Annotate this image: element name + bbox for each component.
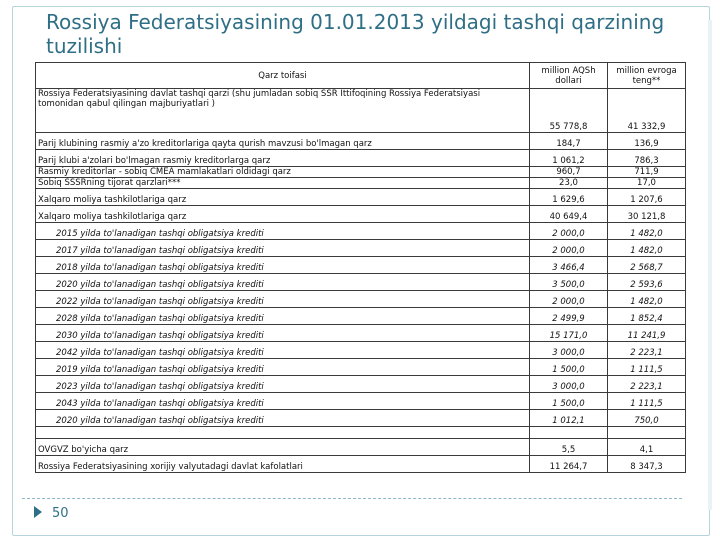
row-eur-value: 1 111,5: [608, 359, 686, 376]
table-row: [36, 308, 686, 325]
row-eur-value: 30 121,8: [608, 206, 686, 223]
table-row: [36, 439, 686, 456]
table-row: [36, 342, 686, 359]
row-usd-value: 2 000,0: [530, 291, 608, 308]
table-row: [36, 89, 686, 133]
row-usd-value: 2 000,0: [530, 223, 608, 240]
table-row: [36, 257, 686, 274]
row-label: Parij klubining rasmiy a'zo kreditorlariga qayta qurish mavzusi bo'lmagan qarz: [36, 133, 530, 150]
row-usd-value: 3 000,0: [530, 342, 608, 359]
debt-table: [35, 62, 686, 473]
table-row: [36, 150, 686, 167]
row-eur-value: 4,1: [608, 439, 686, 456]
row-label: [36, 427, 530, 439]
table-row: [36, 393, 686, 410]
table-row: [36, 223, 686, 240]
row-eur-value: 711,9: [608, 167, 686, 178]
row-label: 2019 yilda to'lanadigan tashqi obligatsiya krediti: [36, 359, 530, 376]
row-label: 2043 yilda to'lanadigan tashqi obligatsiya krediti: [36, 393, 530, 410]
row-eur-value: 8 347,3: [608, 456, 686, 473]
row-eur-value: 2 223,1: [608, 376, 686, 393]
row-usd-value: 1 629,6: [530, 189, 608, 206]
table-row: [36, 133, 686, 150]
table-row: [36, 274, 686, 291]
row-eur-value: 17,0: [608, 178, 686, 189]
row-label: Parij klubi a'zolari bo'lmagan rasmiy kreditorlarga qarz: [36, 150, 530, 167]
row-usd-value: 40 649,4: [530, 206, 608, 223]
header-usd: million AQSh dollari: [530, 63, 608, 89]
table-body: [36, 89, 686, 473]
table-row: [36, 359, 686, 376]
row-label: Xalqaro moliya tashkilotlariga qarz: [36, 189, 530, 206]
row-label: Rossiya Federatsiyasining davlat tashqi qarzi (shu jumladan sobiq SSR Ittifoqining Rossiya Federatsiyasi tomonidan qabul qilingan majburiyatlari ): [36, 89, 530, 133]
row-usd-value: 3 000,0: [530, 376, 608, 393]
row-eur-value: 786,3: [608, 150, 686, 167]
row-eur-value: 1 852,4: [608, 308, 686, 325]
table-row: [36, 167, 686, 178]
row-eur-value: 1 482,0: [608, 223, 686, 240]
table-row: [36, 427, 686, 439]
slide-title: Rossiya Federatsiyasining 01.01.2013 yildagi tashqi qarzining tuzilishi: [46, 10, 665, 58]
row-usd-value: [530, 427, 608, 439]
page-number-text: 50: [52, 506, 69, 521]
row-label: 2028 yilda to'lanadigan tashqi obligatsiya krediti: [36, 308, 530, 325]
table-row: [36, 410, 686, 427]
row-label: 2042 yilda to'lanadigan tashqi obligatsiya krediti: [36, 342, 530, 359]
row-usd-value: 1 500,0: [530, 393, 608, 410]
row-usd-value: 5,5: [530, 439, 608, 456]
side-accent: [708, 20, 712, 510]
row-usd-value: 2 499,9: [530, 308, 608, 325]
row-usd-value: 3 500,0: [530, 274, 608, 291]
row-eur-value: 11 241,9: [608, 325, 686, 342]
table-row: [36, 189, 686, 206]
row-eur-value: 2 568,7: [608, 257, 686, 274]
row-usd-value: 2 000,0: [530, 240, 608, 257]
row-eur-value: 1 482,0: [608, 291, 686, 308]
page-number: [34, 506, 69, 521]
header-category: Qarz toifasi: [36, 63, 530, 89]
row-label: Xalqaro moliya tashkilotlariga qarz: [36, 206, 530, 223]
footer-divider: [22, 498, 682, 499]
row-label: OVGVZ bo'yicha qarz: [36, 439, 530, 456]
row-usd-value: 15 171,0: [530, 325, 608, 342]
table-row: [36, 178, 686, 189]
row-usd-value: 184,7: [530, 133, 608, 150]
row-label: 2015 yilda to'lanadigan tashqi obligatsiya krediti: [36, 223, 530, 240]
row-usd-value: 960,7: [530, 167, 608, 178]
row-label: Rasmiy kreditorlar - sobiq CMEA mamlakatlari oldidagi qarz: [36, 167, 530, 178]
row-eur-value: [608, 427, 686, 439]
row-eur-value: 2 223,1: [608, 342, 686, 359]
row-label: 2020 yilda to'lanadigan tashqi obligatsiya krediti: [36, 274, 530, 291]
table-row: [36, 456, 686, 473]
row-eur-value: 750,0: [608, 410, 686, 427]
row-usd-value: 1 061,2: [530, 150, 608, 167]
row-eur-value: 41 332,9: [608, 89, 686, 133]
row-label: Sobiq SSSRning tijorat qarzlari***: [36, 178, 530, 189]
play-arrow-icon: [34, 506, 42, 518]
header-eur: million evroga teng**: [608, 63, 686, 89]
table-row: [36, 325, 686, 342]
row-label: 2017 yilda to'lanadigan tashqi obligatsiya krediti: [36, 240, 530, 257]
row-eur-value: 2 593,6: [608, 274, 686, 291]
row-usd-value: 11 264,7: [530, 456, 608, 473]
row-usd-value: 1 500,0: [530, 359, 608, 376]
row-usd-value: 55 778,8: [530, 89, 608, 133]
table-row: [36, 240, 686, 257]
row-eur-value: 136,9: [608, 133, 686, 150]
row-label: 2030 yilda to'lanadigan tashqi obligatsiya krediti: [36, 325, 530, 342]
row-label: 2020 yilda to'lanadigan tashqi obligatsiya krediti: [36, 410, 530, 427]
row-label: 2022 yilda to'lanadigan tashqi obligatsiya krediti: [36, 291, 530, 308]
row-label: 2023 yilda to'lanadigan tashqi obligatsiya krediti: [36, 376, 530, 393]
row-usd-value: 1 012,1: [530, 410, 608, 427]
row-eur-value: 1 482,0: [608, 240, 686, 257]
row-eur-value: 1 111,5: [608, 393, 686, 410]
row-label: Rossiya Federatsiyasining xorijiy valyutadagi davlat kafolatlari: [36, 456, 530, 473]
table-row: [36, 206, 686, 223]
table-row: [36, 291, 686, 308]
row-eur-value: 1 207,6: [608, 189, 686, 206]
row-usd-value: 23,0: [530, 178, 608, 189]
table-header-row: [36, 63, 686, 89]
row-label: 2018 yilda to'lanadigan tashqi obligatsiya krediti: [36, 257, 530, 274]
row-usd-value: 3 466,4: [530, 257, 608, 274]
table-row: [36, 376, 686, 393]
